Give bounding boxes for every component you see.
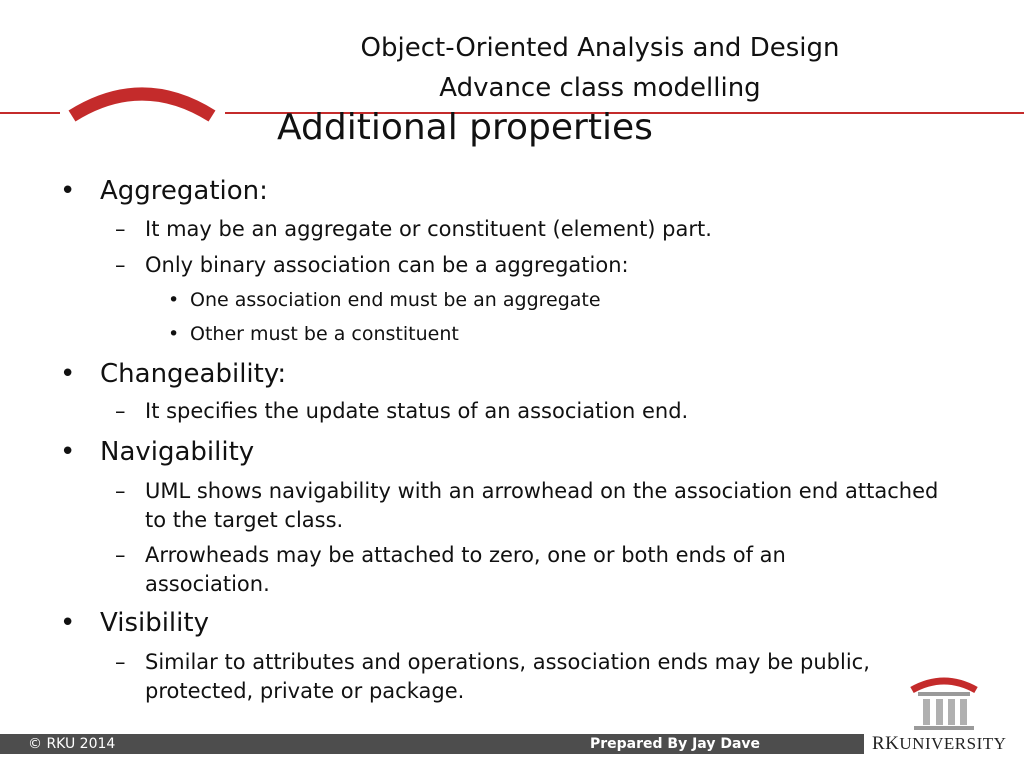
header-arc-decoration (62, 78, 222, 128)
sub-bullet (115, 397, 689, 426)
sub-bullet-text: It specifies the update status of an association end. (145, 399, 689, 423)
header-rule-left (0, 112, 60, 114)
footer-bar (0, 734, 864, 754)
course-title-block (250, 28, 950, 108)
sub-bullet-text: It may be an aggregate or constituent (element) part. (145, 217, 712, 241)
bullet-label: Visibility (100, 608, 209, 638)
sub-bullet-text: Only binary association can be a aggregation: (145, 253, 629, 277)
bullet-marker: • (168, 289, 180, 311)
dash-marker: – (115, 399, 126, 423)
sub-bullet (115, 477, 965, 535)
bullet-label: Changeability: (100, 359, 287, 389)
sub-sub-bullet (168, 321, 459, 347)
university-logo-text (872, 734, 1006, 754)
sub-bullet-text: Arrowheads may be attached to zero, one or both ends of an association. (145, 543, 786, 596)
course-title: Object-Oriented Analysis and Design (360, 33, 840, 63)
sub-bullet (115, 215, 712, 244)
bullet-marker: • (60, 608, 76, 638)
dash-marker: – (115, 479, 126, 503)
bullet-navigability (60, 435, 255, 469)
slide-title: Additional properties (277, 107, 653, 148)
bullet-changeability (60, 357, 287, 391)
bullet-marker: • (60, 176, 76, 206)
dash-marker: – (115, 543, 126, 567)
logo-text-university: UNIVERSITY (899, 734, 1007, 753)
bullet-label: Navigability (100, 437, 255, 467)
sub-bullet (115, 541, 905, 599)
bullet-marker: • (60, 437, 76, 467)
bullet-marker: • (60, 359, 76, 389)
bullet-aggregation (60, 174, 268, 208)
logo-text-rk: RK (872, 733, 900, 754)
dash-marker: – (115, 650, 126, 674)
sub-bullet-text: Similar to attributes and operations, association ends may be public, protected, private or package. (145, 650, 870, 703)
bullet-label: Aggregation: (100, 176, 268, 206)
bullet-marker: • (168, 323, 180, 345)
sub-sub-bullet-text: Other must be a constituent (190, 323, 459, 345)
course-subtitle: Advance class modelling (439, 73, 761, 103)
prepared-by-text: Prepared By Jay Dave (590, 736, 761, 752)
sub-bullet (115, 251, 629, 280)
sub-bullet (115, 648, 905, 706)
dash-marker: – (115, 253, 126, 277)
sub-bullet-text: UML shows navigability with an arrowhead on the association end attached to the target class. (145, 479, 939, 532)
dash-marker: – (115, 217, 126, 241)
copyright-text: © RKU 2014 (28, 736, 116, 752)
sub-sub-bullet-text: One association end must be an aggregate (190, 289, 601, 311)
bullet-visibility (60, 606, 209, 640)
sub-sub-bullet (168, 287, 601, 313)
